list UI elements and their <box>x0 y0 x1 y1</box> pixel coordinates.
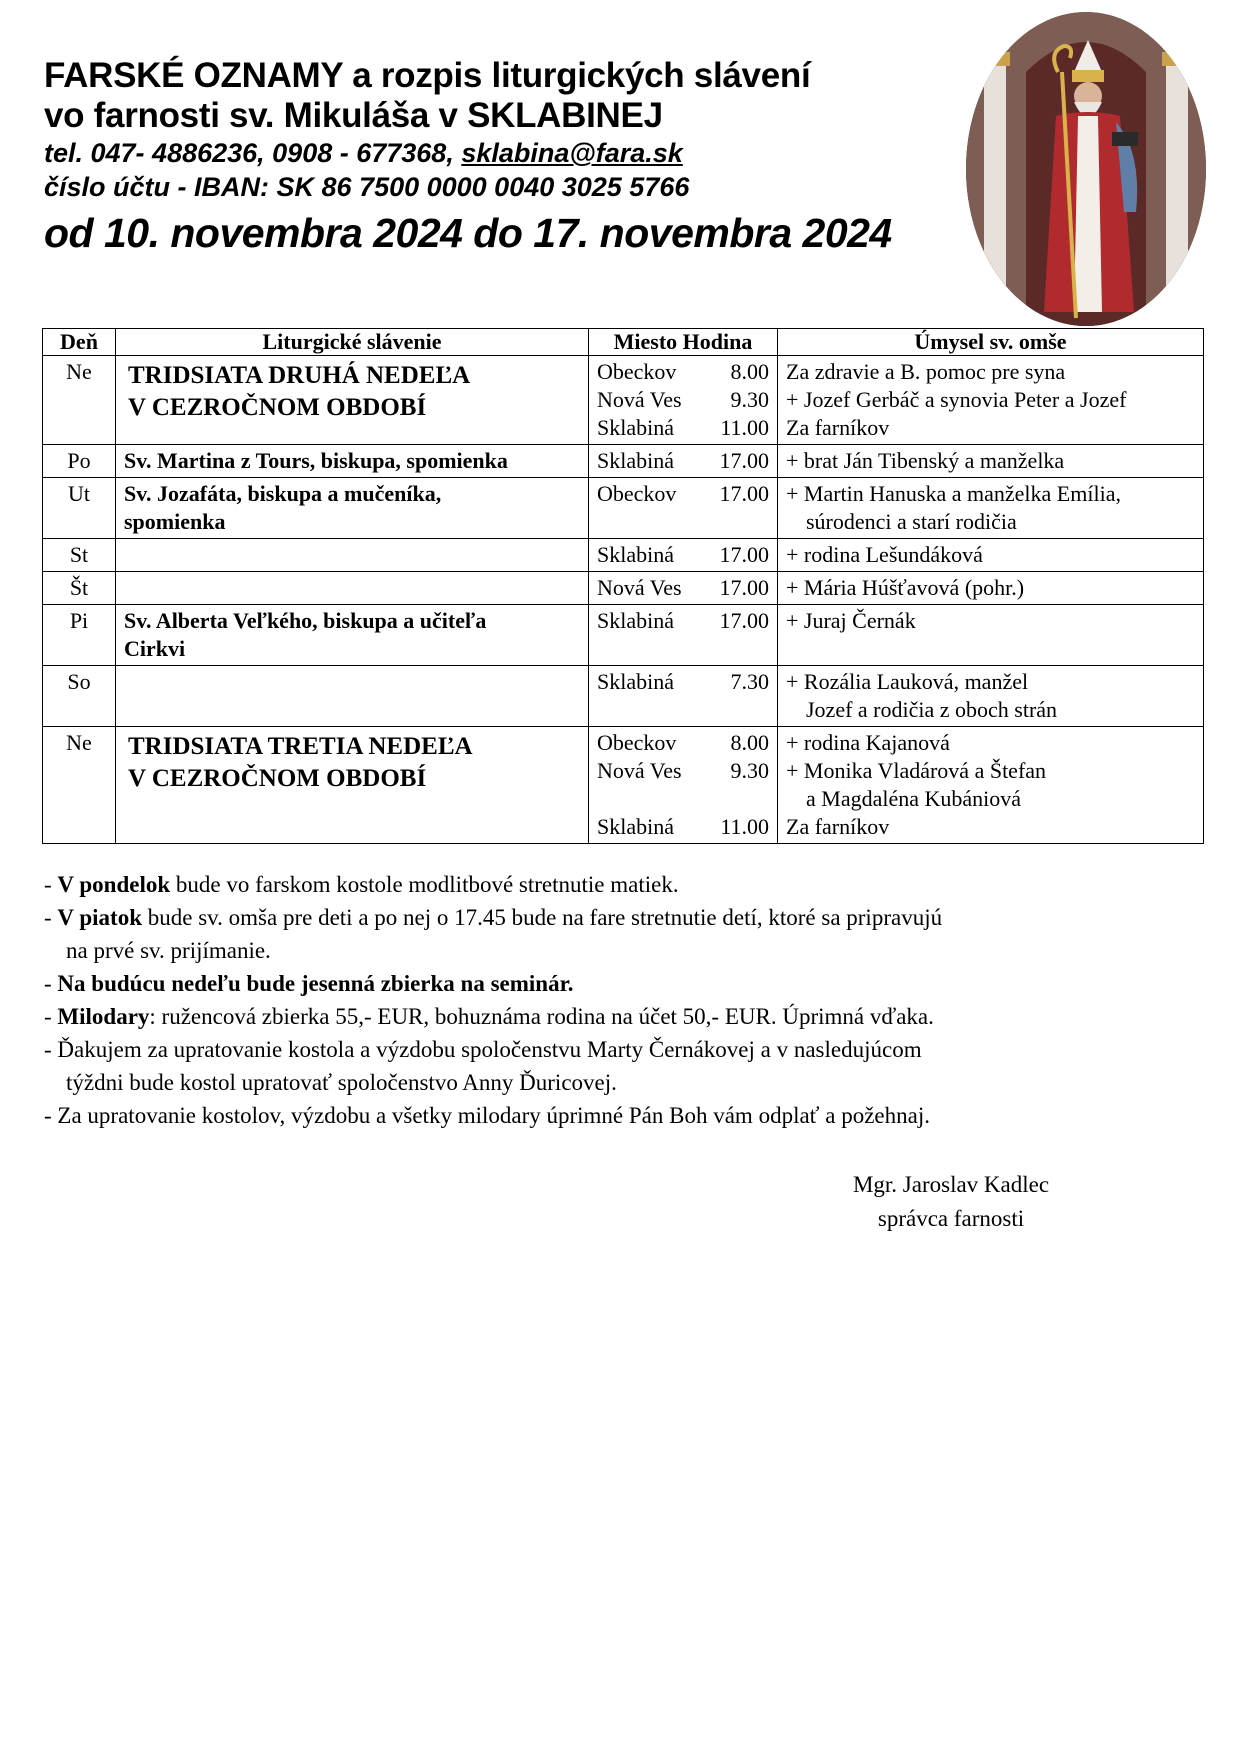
day-cell: Ut <box>43 478 116 539</box>
liturgy-schedule-table <box>42 328 1204 844</box>
mass-time: 17.00 <box>719 448 769 473</box>
account-line: číslo účtu - IBAN: SK 86 7500 0000 0040 3025 5766 <box>44 172 690 202</box>
intention-line: + Monika Vladárová a Štefan <box>786 758 1047 783</box>
table-row <box>43 727 1204 844</box>
col-header-intention: Úmysel sv. omše <box>778 329 1204 356</box>
table-header-row <box>43 329 1204 356</box>
day-cell: Ne <box>43 356 116 445</box>
intention-cell <box>778 478 1204 539</box>
intention-line: Za farníkov <box>786 814 890 839</box>
announcement-item: - Za upratovanie kostolov, výzdobu a všetky milodary úprimné Pán Boh vám odplať a požehnaj. <box>44 1103 930 1128</box>
place-time-cell <box>589 666 778 727</box>
table-body <box>43 356 1204 844</box>
announcement-text: bude sv. omša pre deti a po nej o 17.45 bude na fare stretnutie detí, ktoré sa pripravujú <box>142 905 943 930</box>
intention-cell <box>778 539 1204 572</box>
place-time-line <box>597 607 769 635</box>
place-time-line <box>597 414 769 442</box>
signature <box>826 1168 1076 1236</box>
table-row <box>43 605 1204 666</box>
intention-cell <box>778 666 1204 727</box>
mass-time: 9.30 <box>730 758 769 783</box>
announcement-text: Za upratovanie kostolov, výzdobu a všetky milodary úprimné Pán Boh vám odplať a požehnaj. <box>57 1103 930 1128</box>
email-link[interactable]: sklabina@fara.sk <box>461 138 683 168</box>
title-line-1: FARSKÉ OZNAMY a rozpis liturgických slávení <box>44 56 811 95</box>
saint-nicholas-illustration <box>966 12 1206 326</box>
announcement-text: : ružencová zbierka 55,- EUR, bohuznáma rodina na účet 50,- EUR. Úprimná vďaka. <box>149 1004 934 1029</box>
place-name: Sklabiná <box>597 448 674 473</box>
announcement-emphasis: V piatok <box>57 905 142 930</box>
place-name: Sklabiná <box>597 608 674 633</box>
mass-time: 17.00 <box>719 481 769 506</box>
table-row <box>43 572 1204 605</box>
place-name: Nová Ves <box>597 575 682 600</box>
announcement-item: - Ďakujem za upratovanie kostola a výzdobu spoločenstvu Marty Černákovej a v nasledujúcom týždni bude kostol upratovať spoločenstvo Anny Ďuricovej. <box>44 1033 1214 1099</box>
place-time-line <box>597 480 769 508</box>
announcement-emphasis: Na budúcu nedeľu bude jesenná zbierka na seminár. <box>57 971 574 996</box>
contact-line <box>44 136 974 170</box>
mass-time: 11.00 <box>720 814 769 839</box>
mass-time: 9.30 <box>730 387 769 412</box>
liturgy-line: Sv. Martina z Tours, biskupa, spomienka <box>124 448 508 473</box>
liturgy-line: V CEZROČNOM OBDOBÍ <box>128 765 427 792</box>
place-time-line <box>597 447 769 475</box>
intention-line: Za zdravie a B. pomoc pre syna <box>786 359 1066 384</box>
liturgy-line: spomienka <box>124 509 226 534</box>
announcement-item: - V pondelok bude vo farskom kostole modlitbové stretnutie matiek. <box>44 872 679 897</box>
table-row <box>43 445 1204 478</box>
announcement-text: Ďakujem za upratovanie kostola a výzdobu spoločenstvu Marty Černákovej a v nasledujúcom <box>57 1037 922 1062</box>
intention-line: + Juraj Černák <box>786 608 916 633</box>
liturgy-line: Sv. Jozafáta, biskupa a mučeníka, <box>124 481 442 506</box>
intention-line: Jozef a rodičia z oboch strán <box>806 697 1058 722</box>
table-row <box>43 666 1204 727</box>
signature-name: Mgr. Jaroslav Kadlec <box>852 1172 1050 1197</box>
intention-line: + Mária Húšťavová (pohr.) <box>786 575 1025 600</box>
intention-cell <box>778 727 1204 844</box>
intention-line: + Rozália Lauková, manžel <box>786 669 1029 694</box>
intention-cell <box>778 445 1204 478</box>
place-time-line <box>597 541 769 569</box>
announcement-item: - Na budúcu nedeľu bude jesenná zbierka na seminár. <box>44 971 574 996</box>
signature-role: správca farnosti <box>877 1206 1025 1231</box>
col-header-day: Deň <box>43 329 116 356</box>
intention-cell <box>778 572 1204 605</box>
table-row <box>43 478 1204 539</box>
title-line-2: vo farnosti sv. Mikuláša v SKLABINEJ <box>44 96 663 135</box>
table-row <box>43 356 1204 445</box>
announcement-continuation: týždni bude kostol upratovať spoločenstvo Anny Ďuricovej. <box>66 1070 617 1095</box>
liturgy-cell <box>116 605 589 666</box>
announcement-item: - V piatok bude sv. omša pre deti a po nej o 17.45 bude na fare stretnutie detí, ktoré sa pripravujú na prvé sv. prijímanie. <box>44 901 1214 967</box>
place-time-cell <box>589 605 778 666</box>
announcement-continuation: na prvé sv. prijímanie. <box>66 938 271 963</box>
place-time-cell <box>589 356 778 445</box>
place-time-cell <box>589 572 778 605</box>
place-time-line <box>597 574 769 602</box>
intention-line: súrodenci a starí rodičia <box>806 509 1017 534</box>
announcements <box>44 868 1214 1132</box>
place-name: Sklabiná <box>597 814 674 839</box>
date-range: od 10. novembra 2024 do 17. novembra 2024 <box>44 210 892 256</box>
intention-line: a Magdaléna Kubániová <box>806 786 1022 811</box>
table-row <box>43 539 1204 572</box>
liturgy-cell <box>116 356 589 445</box>
place-time-line <box>597 757 769 785</box>
day-cell: So <box>43 666 116 727</box>
place-name: Obeckov <box>597 359 677 384</box>
place-time-line <box>597 813 769 841</box>
intention-line: + Jozef Gerbáč a synovia Peter a Jozef <box>786 387 1127 412</box>
liturgy-cell <box>116 445 589 478</box>
mass-time: 11.00 <box>720 415 769 440</box>
liturgy-line: Cirkvi <box>124 636 186 661</box>
phone-numbers: tel. 047- 4886236, 0908 - 677368, <box>44 138 462 168</box>
mass-time: 17.00 <box>719 542 769 567</box>
liturgy-cell <box>116 572 589 605</box>
announcement-emphasis: Milodary <box>57 1004 150 1029</box>
place-name: Obeckov <box>597 730 677 755</box>
intention-line: + Martin Hanuska a manželka Emília, <box>786 481 1121 506</box>
place-time-line <box>597 785 769 813</box>
mass-time: 8.00 <box>730 730 769 755</box>
place-time-cell <box>589 539 778 572</box>
day-cell: St <box>43 539 116 572</box>
place-name: Nová Ves <box>597 387 682 412</box>
liturgy-line: TRIDSIATA DRUHÁ NEDEĽA <box>128 362 471 389</box>
announcement-item: - Milodary: ružencová zbierka 55,- EUR, bohuznáma rodina na účet 50,- EUR. Úprimná vďaka. <box>44 1004 934 1029</box>
place-time-line <box>597 729 769 757</box>
liturgy-line: V CEZROČNOM OBDOBÍ <box>128 394 427 421</box>
place-time-line <box>597 358 769 386</box>
liturgy-cell <box>116 478 589 539</box>
intention-cell <box>778 605 1204 666</box>
intention-line: Za farníkov <box>786 415 890 440</box>
day-cell: Ne <box>43 727 116 844</box>
liturgy-line: Sv. Alberta Veľkého, biskupa a učiteľa <box>124 608 487 633</box>
liturgy-cell <box>116 539 589 572</box>
col-header-liturgy: Liturgické slávenie <box>116 329 589 356</box>
place-time-line <box>597 386 769 414</box>
place-name: Obeckov <box>597 481 677 506</box>
place-time-cell <box>589 478 778 539</box>
place-name: Sklabiná <box>597 669 674 694</box>
header <box>44 56 974 258</box>
day-cell: Št <box>43 572 116 605</box>
place-time-cell <box>589 727 778 844</box>
place-name: Sklabiná <box>597 415 674 440</box>
intention-line: + rodina Lešundáková <box>786 542 983 567</box>
day-cell: Pi <box>43 605 116 666</box>
intention-line: + brat Ján Tibenský a manželka <box>786 448 1065 473</box>
place-name: Sklabiná <box>597 542 674 567</box>
intention-line: + rodina Kajanová <box>786 730 950 755</box>
col-header-place-time: Miesto Hodina <box>589 329 778 356</box>
mass-time: 8.00 <box>730 359 769 384</box>
place-time-cell <box>589 445 778 478</box>
liturgy-line: TRIDSIATA TRETIA NEDEĽA <box>128 733 473 760</box>
announcement-text: bude vo farskom kostole modlitbové stretnutie matiek. <box>170 872 679 897</box>
place-name: Nová Ves <box>597 758 682 783</box>
day-cell: Po <box>43 445 116 478</box>
mass-time: 17.00 <box>719 608 769 633</box>
liturgy-cell <box>116 727 589 844</box>
saint-portrait-image <box>966 12 1206 326</box>
announcement-emphasis: V pondelok <box>57 872 171 897</box>
mass-time: 7.30 <box>730 669 769 694</box>
intention-cell <box>778 356 1204 445</box>
liturgy-cell <box>116 666 589 727</box>
mass-time: 17.00 <box>719 575 769 600</box>
place-time-line <box>597 668 769 696</box>
